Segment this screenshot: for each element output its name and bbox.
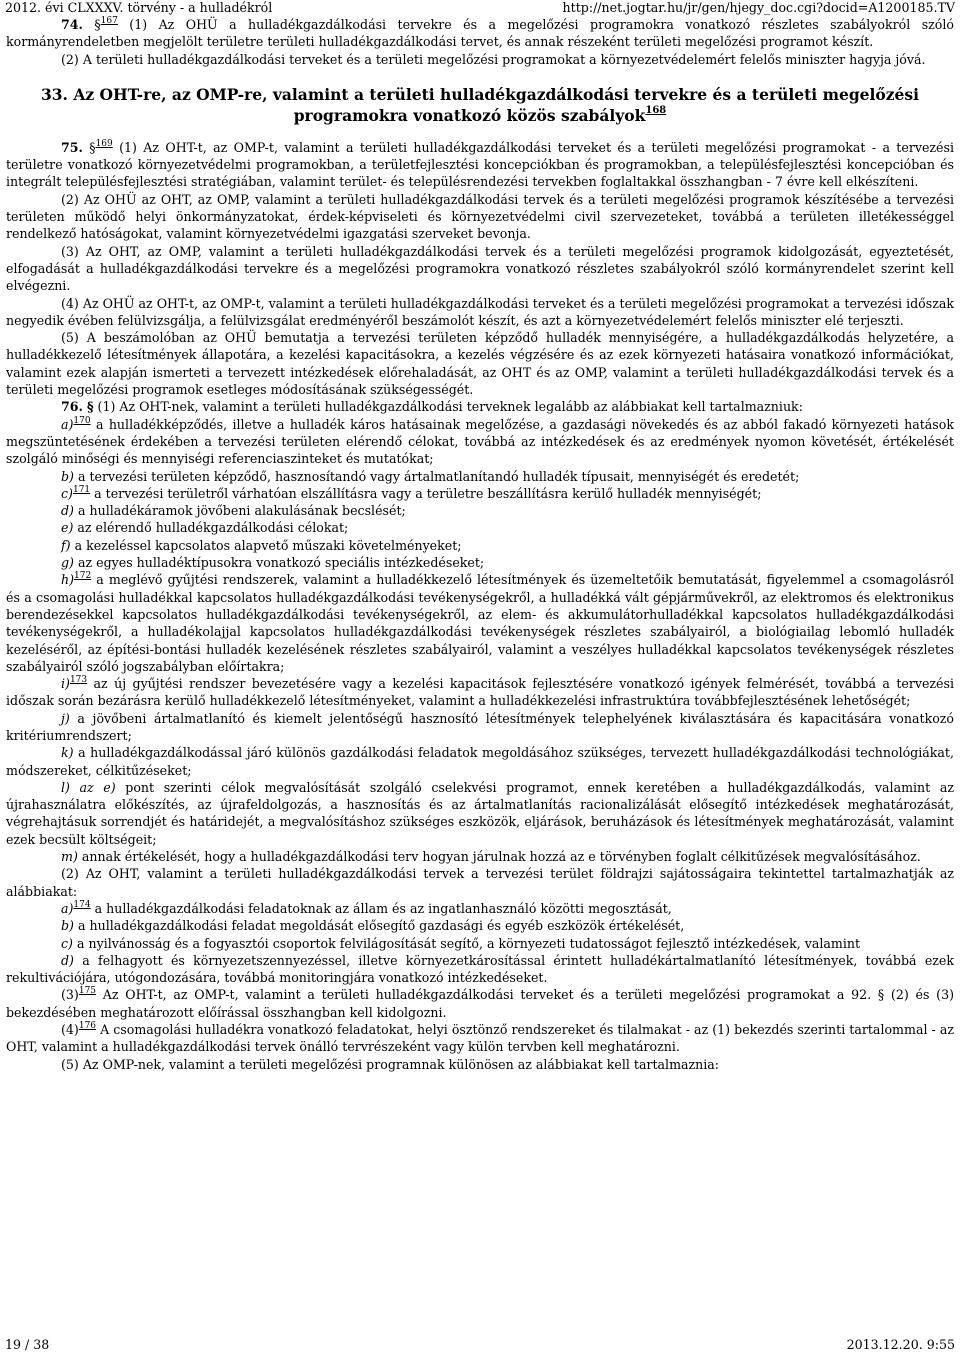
section-75-paragraph-1 [6, 139, 954, 191]
chapter-heading [26, 84, 934, 126]
item-text: annak értékelését, hogy a hulladékgazdálkodási terv hogyan járulnak hozzá az e törvényben foglalt célkitűzések megvalósításához. [77, 849, 921, 865]
footnote-link[interactable]: 175 [78, 986, 97, 997]
item-label: c) [61, 485, 73, 501]
list-item-e [6, 519, 954, 536]
item-text: az új gyűjtési rendszer bevezetésére vagy a kezelési kapacitások fejlesztésére vonatkozó igények felmérését, továbbá a tervezési időszak során bezárásra kerülő hulladékkezelő létesítményeket, valamint a hulladékkezelési infrastruktúra továbbfejlesztésének lehetőségét; [6, 676, 954, 709]
paragraph-text: Az OHT-t, az OMP-t, valamint a területi hulladékgazdálkodási terveket és a területi megelőzési programokat a 92. § (2) és (3) bekezdésében meghatározott előírással összhangban kell kidolgozni. [6, 987, 954, 1020]
item-label: d) [61, 952, 74, 968]
paragraph-text: (1) Az OHT-nek, valamint a területi hulladékgazdálkodási terveknek legalább az alábbiakat kell tartalmazniuk: [93, 399, 803, 415]
document-title: 2012. évi CLXXXV. törvény - a hulladékról [5, 0, 273, 15]
item-label: m) [61, 849, 78, 865]
footnote-link[interactable]: 176 [78, 1021, 97, 1032]
item-label: b) [61, 918, 74, 934]
section-sign: § [86, 399, 94, 415]
footnote-link[interactable]: 167 [100, 16, 118, 26]
list2-item-a [6, 900, 954, 917]
list2-item-b [6, 917, 954, 934]
page-number: 19 / 38 [5, 1337, 50, 1352]
section-76-paragraph-3 [6, 986, 954, 1021]
heading-text: 33. Az OHT-re, az OMP-re, valamint a területi hulladékgazdálkodási tervekre és a területi megelőzési programokra vonatkozó közös szabályok [40, 84, 920, 125]
paragraph-text: A csomagolási hulladékra vonatkozó feladatokat, helyi ösztönző rendszereket és tilalmakat - az (1) bekezdés szerinti tartalommal - az OHT, valamint a hulladékgazdálkodási tervek önálló tervrészeként vagy külön tervben kell meghatározni. [6, 1022, 954, 1055]
item-text: a meglévő gyűjtési rendszerek, valamint a hulladékkezelő létesítmények és üzemeltetőik bemutatását, figyelemmel a csomagolásról és a csomagolási hulladékkal kapcsolatos hulladékgazdálkodási tevékenységekről, a hulladékká vált gépjárművekről, az elektromos és elektronikus berendezésekkel kapcsolatos hulladékgazdálkodási tevékenységekről, az elem- és akkumulátorhulladékkal kapcsolatos hulladékgazdálkodási tevékenységekről, a hulladékolajjal kapcsolatos hulladékgazdálkodási tevékenységek részletes szabályairól, a biológiailag lebomló hulladék kezeléséről, az építési-bontási hulladék kezelésének részletes szabályairól, valamint a veszélyes hulladékkal kapcsolatos tevékenységek részletes szabályairól szóló jogszabályban előírtakra; [6, 572, 954, 674]
item-label: a) [61, 900, 74, 916]
item-text: a nyilvánosság és a fogyasztói csoportok felvilágosítását segítő, a környezeti tudatosságot fejlesztő intézkedések, valamint [72, 935, 861, 951]
section-76-paragraph-1 [6, 398, 954, 415]
section-number: 75. [61, 139, 83, 155]
section-76-paragraph-4 [6, 1021, 954, 1056]
section-75-paragraph-2: (2) Az OHÜ az OHT, az OMP, valamint a területi hulladékgazdálkodási tervek és a területi megelőzési programok készítésébe a tervezési területen működő helyi önkormányzatokat, érdek-képviseleti és környezetvédelmi civil szervezeteket, továbbá a területen illetékességgel rendelkező hatóságokat, valamint környezetvédelmi igazgatási szerveket bevonja. [6, 191, 954, 242]
item-text: a hulladékáramok jövőbeni alakulásának becslését; [73, 503, 406, 519]
footnote-link[interactable]: 172 [74, 571, 92, 582]
section-75-paragraph-4: (4) Az OHÜ az OHT-t, az OMP-t, valamint a területi hulladékgazdálkodási terveket és a területi megelőzési programokat a tervezési időszak negyedik évében felülvizsgálja, a felülvizsgálat eredményéről beszámolót készít, és azt a környezetvédelemért felelős miniszter elé terjeszti. [6, 295, 954, 328]
item-label: a) [61, 416, 74, 432]
section-number: 76. [61, 399, 83, 415]
item-text: a hulladékgazdálkodási feladat megoldását elősegítő gazdasági és egyéb eszközök értékelését, [73, 918, 685, 934]
list-item-l [6, 779, 954, 848]
item-label: l) az e) [61, 779, 116, 795]
print-date: 2013.12.20. 9:55 [846, 1337, 955, 1352]
footnote-link[interactable]: 171 [72, 484, 91, 495]
paragraph-number: (4) [61, 1022, 79, 1038]
list-item-f [6, 537, 954, 554]
list-item-j [6, 710, 954, 745]
item-label: j) [61, 710, 70, 726]
paragraph-number: (3) [61, 987, 79, 1003]
document-body [6, 16, 954, 1073]
list-item-i [6, 675, 954, 710]
section-76-paragraph-2: (2) Az OHT, valamint a területi hulladékgazdálkodási tervek a tervezési terület földrajzi sajátosságaira tekintettel tartalmazhatják az alábbiakat: [6, 866, 954, 899]
list-item-c [6, 485, 954, 502]
item-label: b) [61, 468, 74, 484]
section-number: 74. [61, 17, 83, 32]
item-label: g) [61, 555, 74, 571]
list-item-b [6, 468, 954, 485]
footnote-link[interactable]: 174 [73, 899, 91, 910]
section-75-paragraph-3: (3) Az OHT, az OMP, valamint a területi hulladékgazdálkodási tervek és a területi megelőzési programok kidolgozását, egyeztetését, elfogadását a hulladékgazdálkodási tervekre és a megelőzési programokra vonatkozó részletes szabályokról szóló kormányrendelet szerint kell elvégezni. [6, 243, 954, 294]
print-header [5, 0, 955, 16]
item-text: a felhagyott és környezetszennyezéssel, illetve környezetkárosítással érintett hulladékártalmatlanító létesítmények, továbbá ezek rekultivációjára, utógondozására, továbbá monitoringjára vonatkozó intézkedéseket. [6, 952, 954, 986]
item-label: i) [61, 676, 70, 692]
print-footer [5, 1336, 955, 1354]
item-text: az elérendő hulladékgazdálkodási célokat; [73, 520, 349, 536]
item-text: a hulladékképződés, illetve a hulladék káros hatásainak megelőzése, a gazdasági növekedés és az abból fakadó környezeti hatások megszüntetésének érdekében a tervezési területen elérendő célokat, továbbá az intézkedések és az eredmények nyomon követését, értékelését szolgáló minőségi és mennyiségi referenciaszinteket és mutatókat; [6, 416, 954, 467]
document-url: http://net.jogtar.hu/jr/gen/hjegy_doc.cgi?docid=A1200185.TV [562, 0, 955, 15]
item-text: a hulladékgazdálkodással járó különös gazdálkodási feladatok megoldásához szükséges, tervezett hulladékgazdálkodási technológiákat, módszereket, célkitűzéseket; [6, 745, 954, 778]
item-text: a kezeléssel kapcsolatos alapvető műszaki követelményeket; [70, 537, 462, 553]
item-text: a hulladékgazdálkodási feladatoknak az állam és az ingatlanhasználó közötti megosztását, [90, 900, 672, 916]
item-text: a tervezési területen képződő, hasznosítandó vagy ártalmatlanítandó hulladék típusait, mennyiségét és eredetét; [73, 468, 800, 484]
section-75-paragraph-5: (5) A beszámolóban az OHÜ bemutatja a tervezési területen képződő hulladék mennyiségére, a hulladékgazdálkodás helyzetére, a hulladékkezelő létesítmények állapotára, a kezelési kapacitásokra, a kezelés végzésére és az ezek környezeti hatásaira vonatkozó információkat, valamint ezek alapján ismerteti a tervezett intézkedések előrehaladását, az OHT és az OMP, valamint a területi hulladékgazdálkodási tervek és a területi megelőzési programok esetleges módosításának szükségességét. [6, 330, 954, 398]
section-76-paragraph-5: (5) Az OMP-nek, valamint a területi megelőzési programnak különösen az alábbiakat kell tartalmaznia: [61, 1056, 720, 1072]
item-text: az egyes hulladéktípusokra vonatkozó speciális intézkedéseket; [73, 555, 485, 571]
list-item-k [6, 744, 954, 779]
list2-item-c [6, 935, 954, 952]
section-74-paragraph-1 [6, 16, 954, 51]
list-item-h [6, 571, 954, 675]
footnote-link[interactable]: 168 [645, 104, 667, 116]
item-label: e) [61, 520, 74, 536]
paragraph-text: (1) Az OHÜ a hulladékgazdálkodási tervekre és a megelőzési programokra vonatkozó részletes szabályokról szóló kormányrendeletben megjelölt területre területi hulladékgazdálkodási tervet, és annak részeként területi megelőzési programot készít. [6, 17, 954, 50]
item-label: f) [61, 537, 71, 553]
item-label: k) [61, 745, 74, 761]
item-label: c) [61, 935, 73, 951]
list-item-g [6, 554, 954, 571]
list-item-d [6, 502, 954, 519]
section-sign: § [94, 17, 101, 32]
section-74-paragraph-2: (2) A területi hulladékgazdálkodási terveket és a területi megelőzési programokat a környezetvédelemért felelős miniszter hagyja jóvá. [61, 51, 926, 67]
item-text: pont szerinti célok megvalósítását szolgáló cselekvési programot, ennek keretében a hulladékgazdálkodás, valamint az újrahasználatra előkészítés, az újrafeldolgozás, a hasznosítás és az ártalmatlanítás racionalizálását elősegítő intézkedések meghatározását, végrehajtásuk sorrendjét és határidejét, a megvalósításhoz szükséges eszközök, eljárások, beruházások és létesítmények meghatározását, valamint ezek becsült költségeit; [6, 779, 954, 847]
footnote-link[interactable]: 170 [73, 415, 91, 426]
item-text: a jövőbeni ártalmatlanító és kiemelt jelentőségű hasznosító létesítmények telephelyének kiválasztására és kapacitására vonatkozó kritériumrendszert; [6, 710, 954, 743]
paragraph-text: (1) Az OHT-t, az OMP-t, valamint a területi hulladékgazdálkodási terveket és a területi megelőzési programokat - a tervezési területre vonatkozó környezetvédelmi programokban, a területfejlesztési koncepciókban és programokban, a településfejlesztési koncepcióban és integrált településfejlesztési stratégiában, valamint terület- és településrendezési tervekben foglaltakkal összhangban - 7 évre kell elkészíteni. [6, 139, 954, 190]
list-item-a [6, 416, 954, 468]
footnote-link[interactable]: 173 [69, 675, 88, 686]
footnote-link[interactable]: 169 [95, 138, 113, 149]
item-text: a tervezési területről várhatóan elszállításra vagy a területre beszállításra kerülő hulladék mennyiségét; [90, 485, 762, 501]
list-item-m [6, 848, 954, 865]
list2-item-d [6, 952, 954, 987]
section-sign: § [89, 139, 96, 155]
item-label: h) [61, 572, 75, 588]
item-label: d) [61, 503, 74, 519]
